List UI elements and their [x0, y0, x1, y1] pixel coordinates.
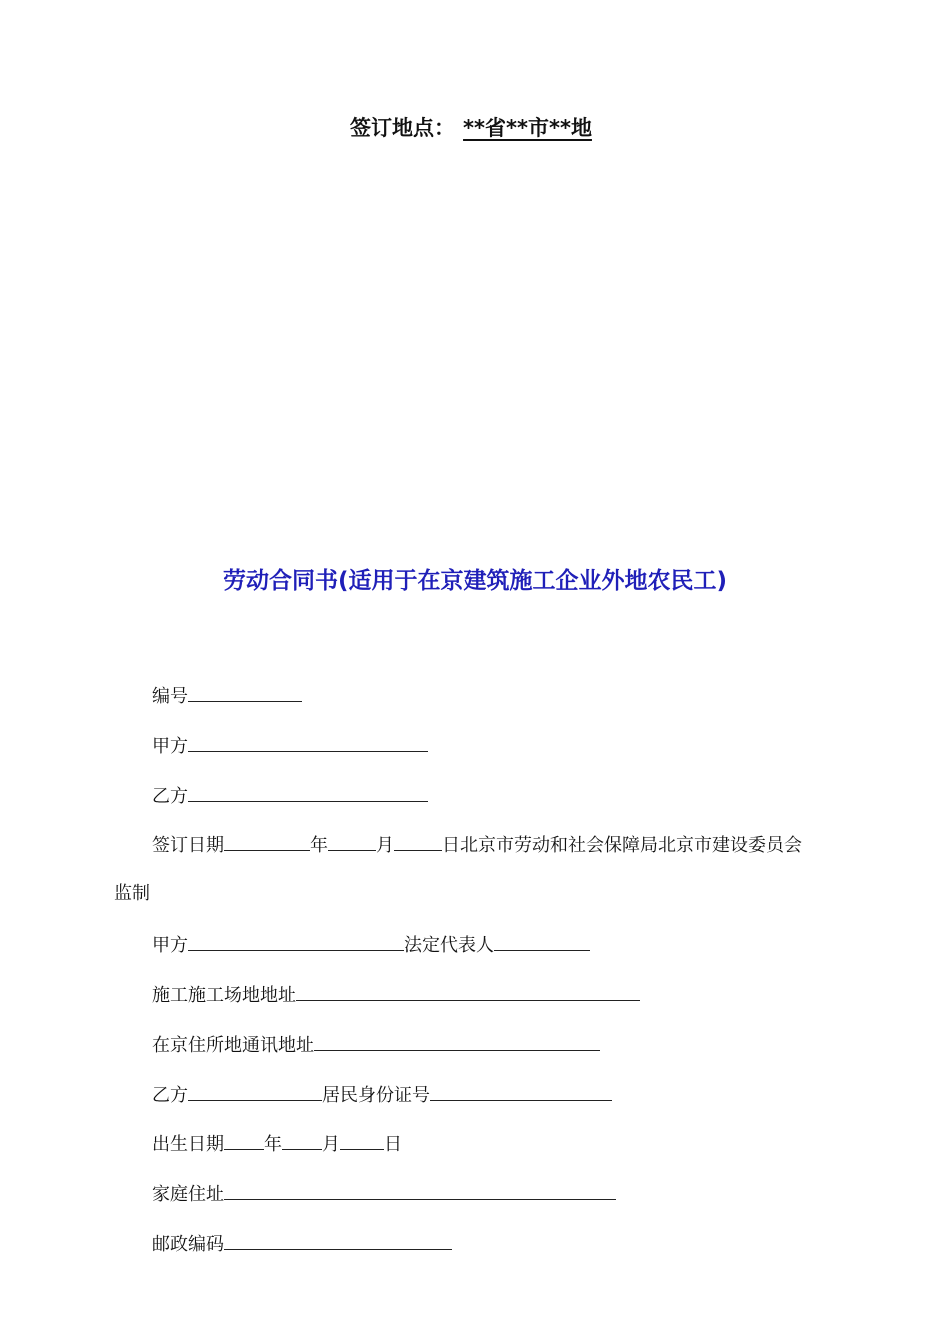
signing-place [0, 112, 950, 142]
legal-rep-blank[interactable] [494, 932, 590, 951]
sign-date-line [152, 832, 802, 858]
sign-year-label: 年 [310, 835, 328, 856]
site-address-line [152, 982, 640, 1008]
number-line [152, 683, 302, 709]
beijing-address-line [152, 1032, 600, 1058]
sign-year-blank[interactable] [224, 832, 310, 851]
birth-date-line [152, 1131, 402, 1157]
birth-day-label: 日 [384, 1134, 402, 1155]
party-a-line [152, 733, 428, 759]
beijing-address-blank[interactable] [314, 1032, 600, 1051]
signing-place-value: **省**市**地 [463, 116, 592, 140]
home-address-blank[interactable] [224, 1181, 616, 1200]
site-address-blank[interactable] [296, 982, 640, 1001]
site-address-label: 施工施工场地地址 [152, 985, 296, 1006]
number-label: 编号 [152, 686, 188, 707]
sign-date-label: 签订日期 [152, 835, 224, 856]
party-b2-blank[interactable] [188, 1082, 322, 1101]
party-a-blank[interactable] [188, 733, 428, 752]
birth-date-label: 出生日期 [152, 1134, 224, 1155]
sign-day-blank[interactable] [394, 832, 442, 851]
sign-month-blank[interactable] [328, 832, 376, 851]
postal-code-blank[interactable] [224, 1231, 452, 1250]
id-number-label: 居民身份证号 [322, 1085, 430, 1106]
birth-month-label: 月 [322, 1134, 340, 1155]
number-blank[interactable] [188, 683, 302, 702]
beijing-address-label: 在京住所地通讯地址 [152, 1035, 314, 1056]
home-address-label: 家庭住址 [152, 1184, 224, 1205]
party-b-line [152, 783, 428, 809]
party-a-label: 甲方 [152, 736, 188, 757]
party-b-label: 乙方 [152, 786, 188, 807]
birth-month-blank[interactable] [282, 1131, 322, 1150]
postal-code-label: 邮政编码 [152, 1234, 224, 1255]
birth-year-label: 年 [264, 1134, 282, 1155]
party-b-id-line [152, 1082, 612, 1108]
party-a2-blank[interactable] [188, 932, 404, 951]
birth-year-blank[interactable] [224, 1131, 264, 1150]
legal-rep-label: 法定代表人 [404, 935, 494, 956]
sign-month-label: 月 [376, 835, 394, 856]
supervised-line [114, 882, 150, 906]
party-b2-label: 乙方 [152, 1085, 188, 1106]
sign-day-org-text: 日北京市劳动和社会保障局北京市建设委员会 [442, 835, 802, 856]
home-address-line [152, 1181, 616, 1207]
party-b-blank[interactable] [188, 783, 428, 802]
id-number-blank[interactable] [430, 1082, 612, 1101]
signing-place-label: 签订地点： [350, 116, 456, 140]
party-a2-label: 甲方 [152, 935, 188, 956]
postal-code-line [152, 1231, 452, 1257]
birth-day-blank[interactable] [340, 1131, 384, 1150]
party-a-rep-line [152, 932, 590, 958]
document-title: 劳动合同书(适用于在京建筑施工企业外地农民工) [222, 568, 728, 594]
supervised-text: 监制 [114, 883, 150, 904]
